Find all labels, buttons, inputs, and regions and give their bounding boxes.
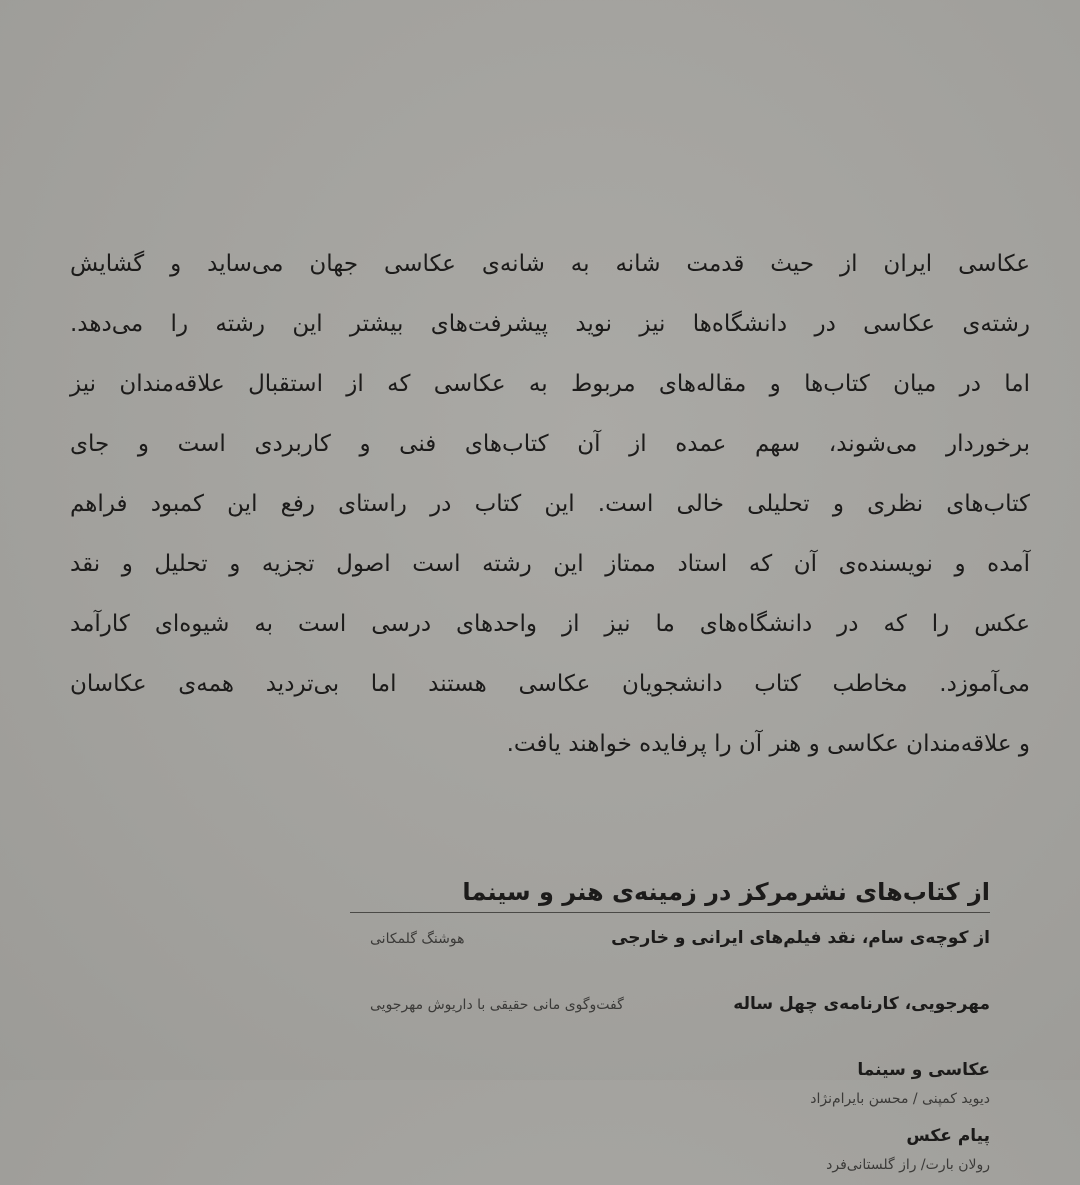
book-item [340, 921, 990, 987]
description-line: می‌آموزد. مخاطب کتاب دانشجویان عکاسی هستند اما بی‌تردید همه‌ی عکاسان [70, 671, 1030, 697]
book-author: هوشنگ گلمکانی [370, 931, 465, 947]
book-title: پیام عکس [906, 1126, 990, 1146]
heading-divider [350, 912, 990, 913]
description-line: عکس را که در دانشگاه‌های ما نیز از واحدهای درسی است به شیوه‌ای کارآمد [70, 611, 1030, 637]
description-line: و علاقه‌مندان عکاسی و هنر آن را پرفایده خواهند یافت. [506, 731, 1030, 757]
book-item [340, 1119, 990, 1185]
description-line: کتاب‌های نظری و تحلیلی خالی است. این کتاب در راستای رفع این کمبود فراهم [70, 491, 1030, 517]
book-author: رولان بارت/ راز گلستانی‌فرد [826, 1157, 990, 1173]
description-line: برخوردار می‌شوند، سهم عمده از آن کتاب‌های فنی و کاربردی است و جای [70, 431, 1030, 457]
book-description [70, 234, 1030, 774]
book-title: عکاسی و سینما [857, 1060, 990, 1080]
book-title: از کوچه‌ی سام، نقد فیلم‌های ایرانی و خارجی [611, 928, 990, 948]
related-books-heading: از کتاب‌های نشرمرکز در زمینه‌ی هنر و سینما [462, 878, 990, 906]
description-line: عکاسی ایران از حیث قدمت شانه به شانه‌ی عکاسی جهان می‌ساید و گشایش [70, 251, 1030, 277]
book-author: دیوید کمپنی / محسن بایرام‌نژاد [810, 1091, 990, 1107]
description-line: اما در میان کتاب‌ها و مقاله‌های مربوط به عکاسی که از استقبال علاقه‌مندان نیز [70, 371, 1030, 397]
book-item [340, 1053, 990, 1119]
book-title: مهرجویی، کارنامه‌ی چهل ساله [733, 994, 990, 1014]
description-line: آمده و نویسنده‌ی آن که استاد ممتاز این رشته است اصول تجزیه و تحلیل و نقد [70, 551, 1030, 577]
related-books-section [340, 872, 990, 1185]
description-line: رشته‌ی عکاسی در دانشگاه‌ها نیز نوید پیشرفت‌های بیشتر این رشته را می‌دهد. [70, 311, 1030, 337]
book-item [340, 987, 990, 1053]
book-author: گفت‌وگوی مانی حقیقی با داریوش مهرجویی [370, 997, 624, 1013]
